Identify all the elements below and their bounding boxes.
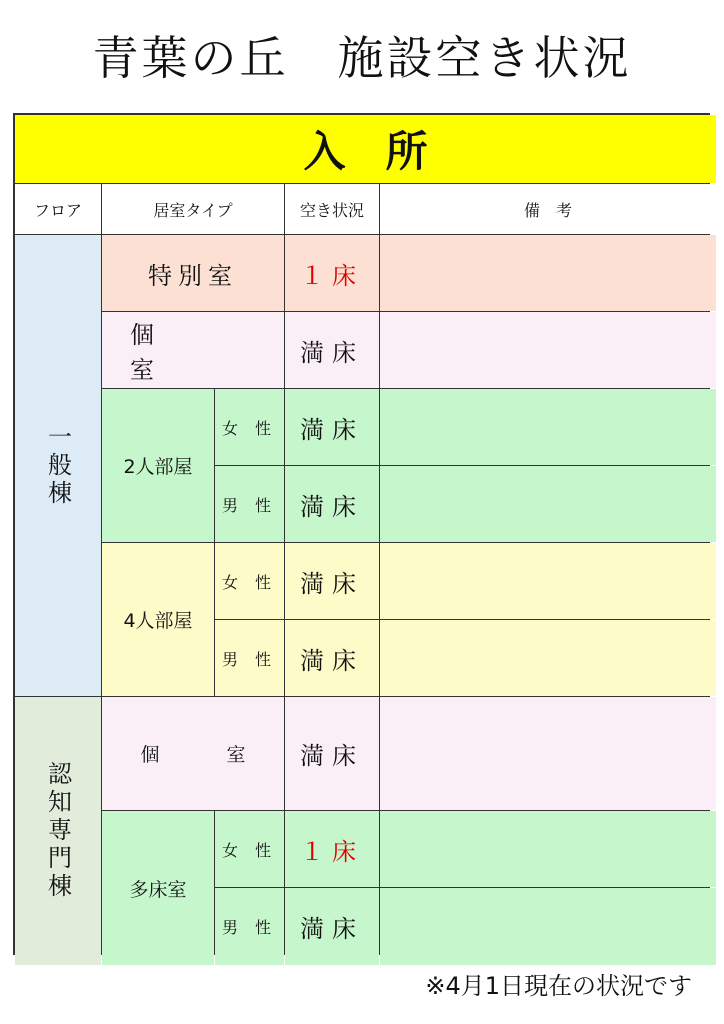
notes-four-female — [380, 543, 716, 619]
header-status: 空き状況 — [285, 184, 379, 234]
header-floor: フロア — [15, 184, 101, 234]
status-private: 満床 — [285, 312, 379, 388]
notes-two-male — [380, 466, 716, 542]
notes-two-female — [380, 389, 716, 465]
two-male-label: 男 性 — [215, 466, 284, 542]
header-notes: 備 考 — [380, 184, 716, 234]
admission-banner: 入所 — [15, 115, 716, 183]
header-room-type: 居室タイプ — [102, 184, 284, 234]
notes-multi-female — [380, 811, 716, 887]
room-multi: 多床室 — [102, 811, 214, 965]
floor-dementia: 認知専門棟 — [15, 697, 101, 965]
floor-general: 一般棟 — [15, 235, 101, 696]
notes-private-dementia — [380, 697, 716, 810]
notes-private — [380, 312, 716, 388]
notes-special — [380, 235, 716, 311]
status-two-male: 満床 — [285, 466, 379, 542]
room-special: 特別室 — [102, 235, 284, 311]
two-female-label: 女 性 — [215, 389, 284, 465]
room-four-person: 4人部屋 — [102, 543, 214, 696]
status-two-female: 満床 — [285, 389, 379, 465]
footnote: ※4月1日現在の状況です — [425, 972, 692, 1000]
availability-table — [13, 113, 710, 955]
status-four-male: 満床 — [285, 620, 379, 696]
status-multi-female: １床 — [285, 811, 379, 887]
room-two-person: 2人部屋 — [102, 389, 214, 542]
status-private-dementia: 満床 — [285, 697, 379, 810]
status-special: １床 — [285, 235, 379, 311]
notes-multi-male — [380, 888, 716, 965]
room-private-dementia: 個 室 — [102, 697, 284, 810]
multi-male-label: 男 性 — [215, 888, 284, 965]
page-title: 青葉の丘 施設空き状況 — [92, 31, 632, 85]
status-four-female: 満床 — [285, 543, 379, 619]
four-male-label: 男 性 — [215, 620, 284, 696]
notes-four-male — [380, 620, 716, 696]
status-multi-male: 満床 — [285, 888, 379, 965]
four-female-label: 女 性 — [215, 543, 284, 619]
multi-female-label: 女 性 — [215, 811, 284, 887]
room-private: 個 室 — [102, 312, 284, 388]
